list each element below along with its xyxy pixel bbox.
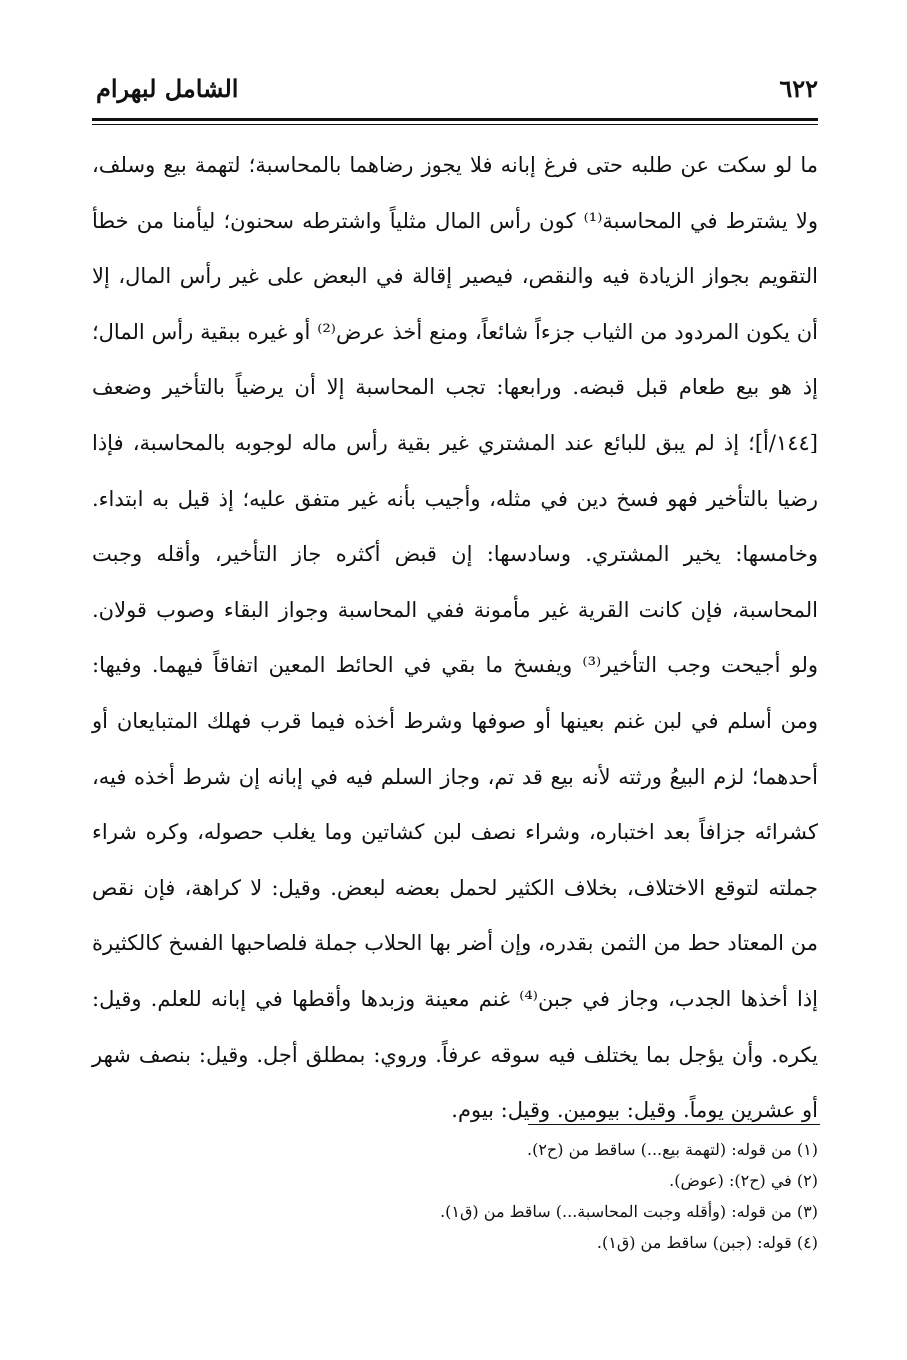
footnote-3: (٣) من قوله: (وأقله وجبت المحاسبة...) ساقط من (ق١). (440, 1202, 818, 1221)
footnote-1: (١) من قوله: (لتهمة بيع...) ساقط من (ح٢). (527, 1140, 818, 1159)
running-title: الشامل لبهرام (96, 74, 239, 103)
header-rule-thin (92, 124, 818, 125)
footnote-4: (٤) قوله: (جبن) ساقط من (ق١). (596, 1233, 818, 1252)
page-number: ٦٢٢ (779, 74, 818, 103)
footnote-2: (٢) في (ح٢): (عوض). (669, 1171, 818, 1190)
header-rule (92, 118, 818, 121)
page-header (96, 70, 818, 114)
body-paragraph: ما لو سكت عن طلبه حتى فرغ إبانه فلا يجوز رضاهما بالمحاسبة؛ لتهمة بيع وسلف، ولا يشترط في المحاسبة⁽¹⁾ كون رأس المال مثلياً واشترطه سحنون؛ ليأمنا من خطأ التقويم بجواز الزيادة فيه والنقص، فيصير إقالة في البعض على غير رأس المال، إلا أن يكون المردود من الثياب جزءاً شائعاً، ومنع أخذ عرض⁽²⁾ أو غيره ببقية رأس المال؛ إذ هو بيع طعام قبل قبضه. ورابعها: تجب المحاسبة إلا أن يرضياً بالتأخير وضعف [١٤٤/أ]؛ إذ لم يبق للبائع عند المشتري غير بقية رأس ماله لوجوبه بالمحاسبة، فإذا رضيا بالتأخير فهو فسخ دين في مثله، وأجيب بأنه غير متفق عليه؛ إذ قيل به ابتداء. وخامسها: يخير المشتري. وسادسها: إن قبض أكثره جاز التأخير، وأقله وجبت المحاسبة، فإن كانت القرية غير مأمونة ففي المحاسبة وجواز البقاء وصوب قولان. ولو أجيحت وجب التأخير⁽³⁾ ويفسخ ما بقي في الحائط المعين اتفاقاً فيهما. وفيها: ومن أسلم في لبن غنم بعينها أو صوفها وشرط أخذه فيما قرب فهلك المتبايعان أو أحدهما؛ لزم البيعُ ورثته لأنه بيع قد تم، وجاز السلم فيه في إبانه إن شرط أخذه فيه، كشرائه جزافاً بعد اختباره، وشراء نصف لبن كشاتين وما يغلب حصوله، وكره شراء جملته لتوقع الاختلاف، بخلاف الكثير لحمل بعضه لبعض. وقيل: لا كراهة، فإن نقص من المعتاد حط من الثمن بقدره، وإن أضر بها الحلاب جملة فلصاحبها الفسخ كالكثيرة إذا أخذها الجدب، وجاز في جبن⁽⁴⁾ غنم معينة وزبدها وأقطها في إبانه للعلم. وقيل: يكره. وأن يؤجل بما يختلف فيه سوقه عرفاً. وروي: بمطلق أجل. وقيل: بنصف شهر أو عشرين يوماً. وقيل: بيومين. وقيل: بيوم. (92, 153, 819, 1123)
footnotes (92, 1134, 818, 1258)
footnote-separator (528, 1124, 820, 1125)
main-text (92, 138, 818, 1139)
